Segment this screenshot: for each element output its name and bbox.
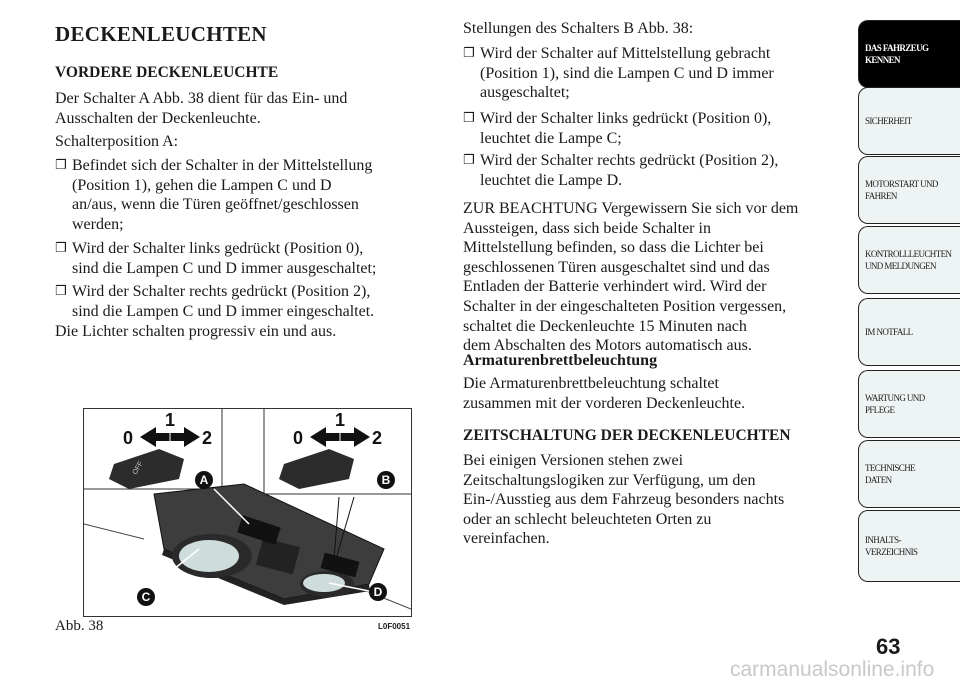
note-paragraph: ZUR BEACHTUNG Vergewissern Sie sich vor dem Aussteigen, dass sich beide Schalter in Mittelstellung befinden, so dass die Lichter bei geschlossenen Türen ausgeschaltet sind und das Entladen der Batterie verhindert wird. Wird der Schalter in der eingeschalteten Position vergessen, schaltet die Deckenleuchte 15 Minuten nach dem Abschalten des Motors automatisch aus. [463,200,799,355]
figure-ceiling-light [83,408,412,617]
tab-wartung-und-pflege[interactable]: WARTUNG UND PFLEGE [858,370,960,438]
position-1-label: 1 [335,410,346,430]
position-2-label: 2 [202,428,213,448]
checkbox-bullet-icon: ❒ [463,153,475,168]
label-a: A [199,473,209,487]
off-label: OFF [131,460,145,476]
page-number: 63 [876,634,901,659]
position-0-label: 0 [123,428,134,448]
checkbox-bullet-icon: ❒ [55,241,67,256]
tab-kontrollleuchten[interactable]: KONTROLLLEUCHTEN UND MELDUNGEN [858,226,960,294]
label-c: C [141,590,151,604]
bullet-item: ❒ Wird der Schalter auf Mittelstellung gebracht (Position 1), sind die Lampen C und D immer ausgeschaltet; [463,45,774,102]
bullet-item: ❒ Wird der Schalter links gedrückt (Position 0), sind die Lampen C und D immer ausgeschaltet; [55,240,377,277]
checkbox-bullet-icon: ❒ [463,46,475,61]
bullet-item: ❒ Wird der Schalter links gedrückt (Position 0), leuchtet die Lampe C; [463,110,772,147]
checkbox-bullet-icon: ❒ [55,158,67,173]
tab-das-fahrzeug-kennen[interactable]: DAS FAHRZEUG KENNEN [858,20,960,88]
tab-im-notfall[interactable]: IM NOTFALL [858,298,960,366]
position-2-label: 2 [372,428,383,448]
label-b: B [381,473,391,487]
tab-technische-daten[interactable]: TECHNISCHE DATEN [858,440,960,508]
bullet-item: ❒ Wird der Schalter rechts gedrückt (Position 2), leuchtet die Lampe D. [463,152,779,189]
ceiling-light-illustration [84,409,411,616]
checkbox-bullet-icon: ❒ [463,111,475,126]
tab-inhaltsverzeichnis[interactable]: INHALTS- VERZEICHNIS [858,510,960,582]
switch-b-label: Stellungen des Schalters B Abb. 38: [463,20,694,37]
position-0-label: 0 [293,428,304,448]
outro-paragraph: Die Lichter schalten progressiv ein und aus. [55,323,337,340]
watermark: carmanualsonline.info [730,658,935,681]
switch-a-label: Schalterposition A: [55,133,179,150]
section-heading-timer: ZEITSCHALTUNG DER DECKENLEUCHTEN [463,427,791,444]
section-heading-front-light: VORDERE DECKENLEUCHTE [55,64,279,81]
page-title: DECKENLEUCHTEN [55,22,267,46]
bullet-item: ❒ Wird der Schalter rechts gedrückt (Position 2), sind die Lampen C und D immer eingeschaltet. [55,283,375,320]
dashboard-heading: Armaturenbrettbeleuchtung [463,352,658,369]
dashboard-paragraph: Die Armaturenbrettbeleuchtung schaltet zusammen mit der vorderen Deckenleuchte. [463,375,746,412]
checkbox-bullet-icon: ❒ [55,284,67,299]
intro-paragraph: Der Schalter A Abb. 38 dient für das Ein- und Ausschalten der Deckenleuchte. [55,90,348,127]
figure-code: L0F0051 [378,622,411,631]
tab-motorstart-und-fahren[interactable]: MOTORSTART UND FAHREN [858,156,960,224]
label-d: D [373,585,383,599]
figure-caption: Abb. 38 [55,618,104,634]
tab-sicherheit[interactable]: SICHERHEIT [858,87,960,155]
timer-paragraph: Bei einigen Versionen stehen zwei Zeitschaltungslogiken zur Verfügung, um den Ein-/Ausstieg aus dem Fahrzeug besonders nachts oder an schlecht beleuchteten Orten zu vereinfachen. [463,452,785,548]
bullet-item: ❒ Befindet sich der Schalter in der Mittelstellung (Position 1), gehen die Lampen C und D an/aus, wenn die Türen geöffnet/geschlossen werden; [55,157,373,233]
position-1-label: 1 [165,410,176,430]
